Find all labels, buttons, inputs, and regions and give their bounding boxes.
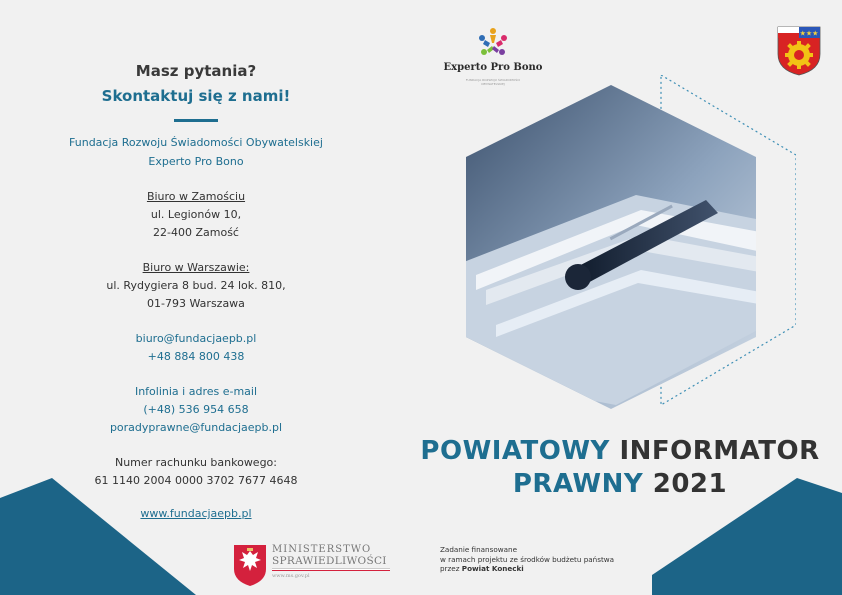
people-circle-icon [438,26,548,62]
question-heading: Masz pytania? [135,62,257,80]
brochure-title [420,435,820,501]
title-word-powiatowy: POWIATOWY [420,436,610,466]
ministry-text [272,544,390,579]
svg-text:★★★: ★★★ [799,29,819,38]
infolinia-phone[interactable]: (+48) 536 954 658 [143,403,249,416]
office-warszawa-heading: Biuro w Warszawie: [142,261,250,274]
infolinia-email[interactable]: poradyprawne@fundacjaepb.pl [109,421,283,434]
foundation-line-1: Fundacja Rozwoju Świadomości Obywatelskiej [69,136,323,149]
office-warszawa-street: ul. Rydygiera 8 bud. 24 lok. 810, [106,279,286,292]
office-warszawa-city: 01-793 Warszawa [147,297,245,310]
title-line-2 [420,468,820,501]
logo-name: Experto Pro Bono [443,62,543,73]
office-zamosc [60,188,332,242]
phone-number[interactable]: +48 884 800 438 [147,350,245,363]
contact-cta: Skontaktuj się z nami! [101,87,291,105]
ministry-flag-bar [272,568,390,571]
ministry-line-1: MINISTERSTWO [272,544,372,555]
title-line-1 [420,435,820,468]
bank-number: 61 1140 2004 0000 3702 7677 4648 [94,474,298,487]
divider [174,119,218,122]
notebook-pen-photo [466,75,796,411]
funding-line-1: Zadanie finansowane [440,545,517,554]
infolinia-heading: Infolinia i adres e-mail [134,385,258,398]
office-warszawa [60,259,332,313]
white-eagle-icon [232,543,268,587]
funding-funder: Powiat Konecki [461,564,524,573]
website-link[interactable]: www.fundacjaepb.pl [140,507,252,520]
funding-prefix: przez [440,564,460,573]
funding-line-2: w ramach projektu ze środków budżetu państwa [440,554,615,564]
funding-line-3 [440,564,614,574]
ministry-logo [232,543,397,587]
logo-tagline: FUNDACJA ROZWOJU ŚWIADOMOŚCI OBYWATELSKIEJ [465,78,521,86]
bank-heading: Numer rachunku bankowego: [114,456,277,469]
infolinia [60,383,332,437]
email-link[interactable]: biuro@fundacjaepb.pl [135,332,257,345]
gear-star-shield-icon [777,26,821,76]
title-word-informator: INFORMATOR [619,436,820,466]
foundation-name [60,133,332,171]
title-year: 2021 [652,469,728,499]
ministry-line-2: SPRAWIEDLIWOŚCI [272,555,387,567]
funding-note [440,545,614,574]
office-zamosc-city: 22-400 Zamość [153,226,239,239]
title-word-prawny: PRAWNY [512,469,644,499]
contact-details [60,330,332,366]
foundation-line-2: Experto Pro Bono [148,155,244,168]
office-zamosc-street: ul. Legionów 10, [150,208,242,221]
contact-panel [60,60,332,521]
bank-account [60,454,332,490]
ministry-url: www.ms.gov.pl [272,573,310,579]
office-zamosc-heading: Biuro w Zamościu [146,190,246,203]
